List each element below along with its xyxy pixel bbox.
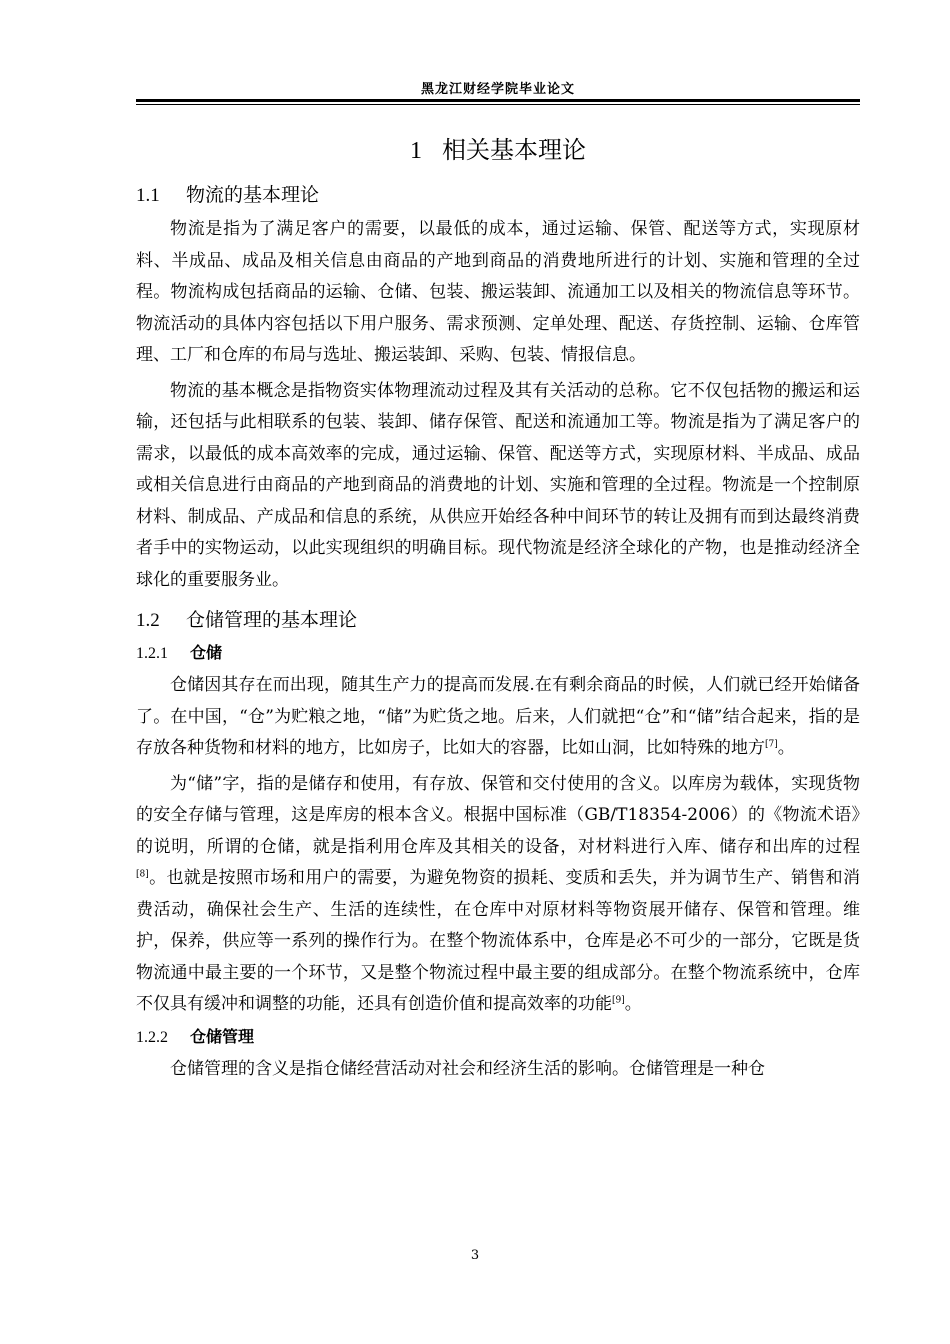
paragraph-text: 。 [624, 994, 642, 1014]
subsection-number: 1.2.1 [136, 645, 168, 662]
chapter-title-text: 相关基本理论 [442, 136, 586, 164]
paragraph-text: 。 [777, 738, 795, 758]
page-body [136, 130, 860, 1085]
section-title: 物流的基本理论 [186, 184, 320, 206]
header-rule-thin [136, 104, 860, 105]
subsection-title: 仓储管理 [190, 1026, 255, 1046]
paragraph-text: 。也就是按照市场和用户的需要，为避免物资的损耗、变质和丢失，并为调节生产、销售和消费活动，确保社会生产、生活的连续性，在仓库中对原材料等物资展开储存、保管和管理。维护，保养，供应等一系列的操作行为。在整个物流体系中，仓库是必不可少的一部分，它既是货物流通中最主要的一个环节，又是整个物流过程中最主要的组成部分。在整个物流系统中，仓库不仅具有缓冲和调整的功能，还具有创造价值和提高效率的功能 [136, 868, 860, 1014]
section-heading-1-1 [136, 179, 860, 212]
paragraph: 物流是指为了满足客户的需要，以最低的成本，通过运输、保管、配送等方式，实现原材料、半成品、成品及相关信息由商品的产地到商品的消费地所进行的计划、实施和管理的全过程。物流构成包括商品的运输、仓储、包装、搬运装卸、流通加工以及相关的物流信息等环节。物流活动的具体内容包括以下用户服务、需求预测、定单处理、配送、存货控制、运输、仓库管理、工厂和仓库的布局与选址、搬运装卸、采购、包装、情报信息。 [136, 219, 860, 365]
running-header: 黑龙江财经学院毕业论文 [420, 82, 575, 97]
paragraph [136, 769, 860, 1021]
citation-ref: [7] [765, 739, 778, 750]
chapter-title [136, 130, 860, 171]
subsection-heading-1-2-2 [136, 1023, 860, 1052]
section-title: 仓储管理的基本理论 [186, 609, 358, 631]
paragraph [136, 670, 860, 765]
citation-ref: [8] [136, 869, 149, 880]
section-number: 1.1 [136, 185, 160, 206]
citation-ref: [9] [612, 995, 625, 1006]
paragraph: 仓储管理的含义是指仓储经营活动对社会和经济生活的影响。仓储管理是一种仓 [170, 1058, 765, 1079]
header-rule-thick [136, 99, 860, 102]
section-number: 1.2 [136, 610, 160, 631]
page-number: 3 [470, 1248, 480, 1263]
section-heading-1-2 [136, 604, 860, 637]
subsection-heading-1-2-1 [136, 639, 860, 668]
subsection-title: 仓储 [190, 643, 223, 662]
paragraph-text: 仓储因其存在而出现，随其生产力的提高而发展.在有剩余商品的时候，人们就已经开始储备了。在中国，“仓”为贮粮之地，“储”为贮货之地。后来，人们就把“仓”和“储”结合起来，指的是存放各种货物和材料的地方，比如房子，比如大的容器，比如山洞，比如特殊的地方 [136, 675, 860, 758]
paragraph-text: 为“储”字，指的是储存和使用，有存放、保管和交付使用的含义。以库房为载体，实现货物的安全存储与管理，这是库房的根本含义。根据中国标准（GB/T18354-2006）的《物流术语》的说明，所谓的仓储，就是指利用仓库及其相关的设备，对材料进行入库、储存和出库的过程 [136, 773, 860, 857]
subsection-number: 1.2.2 [136, 1028, 168, 1046]
chapter-number: 1 [410, 138, 422, 164]
paragraph: 物流的基本概念是指物资实体物理流动过程及其有关活动的总称。它不仅包括物的搬运和运输，还包括与此相联系的包装、装卸、储存保管、配送和流通加工等。物流是指为了满足客户的需求，以最低的成本高效率的完成，通过运输、保管、配送等方式，实现原材料、半成品、成品或相关信息进行由商品的产地到商品的消费地的计划、实施和管理的全过程。物流是一个控制原材料、制成品、产成品和信息的系统，从供应开始经各种中间环节的转让及拥有而到达最终消费者手中的实物运动，以此实现组织的明确目标。现代物流是经济全球化的产物，也是推动经济全球化的重要服务业。 [136, 380, 860, 590]
